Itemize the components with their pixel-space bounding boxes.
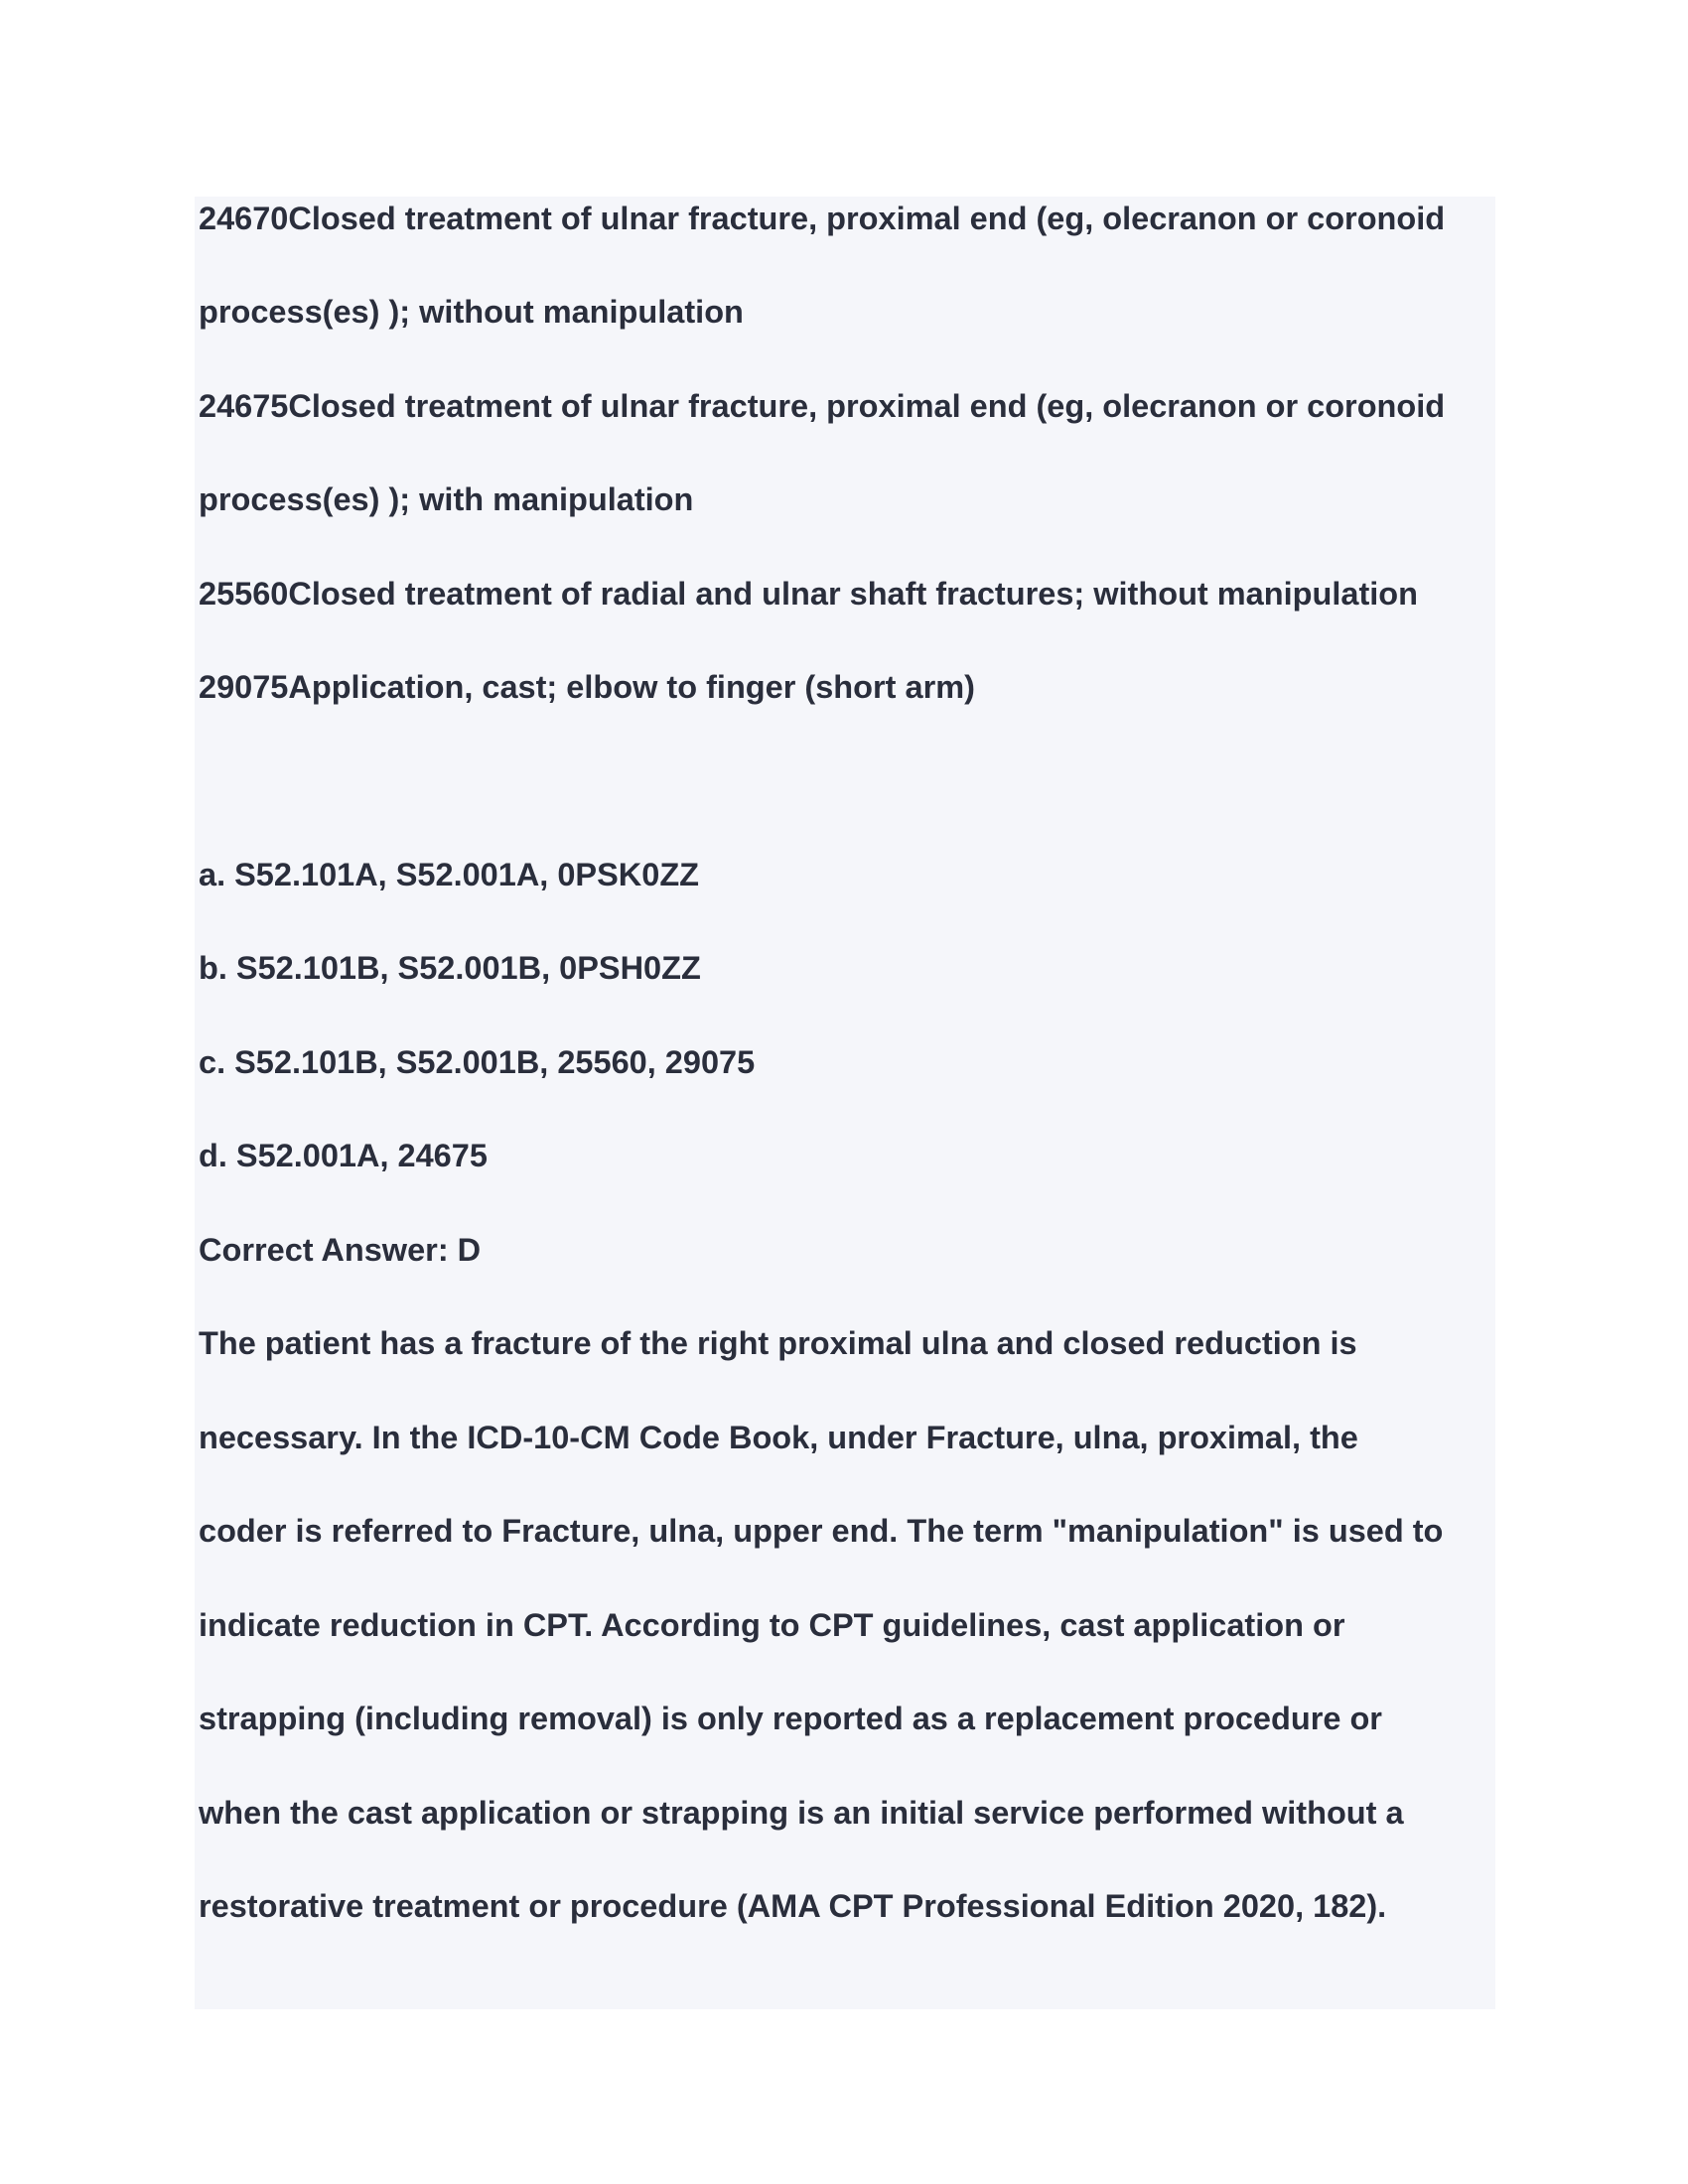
correct-answer: Correct Answer: D	[199, 1232, 482, 1268]
cpt-description: Application, cast; elbow to finger (short arm)	[288, 669, 975, 705]
rationale-line: The patient has a fracture of the right proximal ulna and closed reduction is	[199, 1325, 1357, 1361]
answer-option-c: c. S52.101B, S52.001B, 25560, 29075	[199, 1044, 756, 1080]
cpt-code-entry	[199, 386, 1445, 426]
cpt-description-continued: process(es) ); without manipulation	[199, 294, 744, 330]
cpt-description: Closed treatment of ulnar fracture, proximal end (eg, olecranon or coronoid	[288, 201, 1446, 236]
cpt-code-entry	[199, 667, 975, 707]
rationale-line: restorative treatment or procedure (AMA CPT Professional Edition 2020, 182).	[199, 1888, 1387, 1924]
cpt-description-continued: process(es) ); with manipulation	[199, 481, 694, 517]
answer-option-d: d. S52.001A, 24675	[199, 1138, 488, 1173]
rationale-line: when the cast application or strapping is an initial service performed without a	[199, 1795, 1404, 1831]
rationale-line: indicate reduction in CPT. According to CPT guidelines, cast application or	[199, 1607, 1345, 1643]
cpt-code: 29075	[199, 669, 289, 705]
content-block	[195, 197, 1495, 2009]
cpt-code: 25560	[199, 576, 289, 612]
cpt-code-entry	[199, 574, 1418, 614]
cpt-description: Closed treatment of ulnar fracture, proximal end (eg, olecranon or coronoid	[288, 388, 1446, 424]
answer-option-a: a. S52.101A, S52.001A, 0PSK0ZZ	[199, 857, 700, 892]
rationale-line: necessary. In the ICD-10-CM Code Book, under Fracture, ulna, proximal, the	[199, 1420, 1358, 1455]
rationale-line: strapping (including removal) is only reported as a replacement procedure or	[199, 1701, 1382, 1736]
cpt-code: 24670	[199, 201, 289, 236]
cpt-code-entry	[199, 199, 1445, 238]
cpt-code: 24675	[199, 388, 289, 424]
rationale-line: coder is referred to Fracture, ulna, upper end. The term "manipulation" is used to	[199, 1513, 1444, 1549]
cpt-description: Closed treatment of radial and ulnar shaft fractures; without manipulation	[288, 576, 1419, 612]
answer-option-b: b. S52.101B, S52.001B, 0PSH0ZZ	[199, 950, 701, 986]
